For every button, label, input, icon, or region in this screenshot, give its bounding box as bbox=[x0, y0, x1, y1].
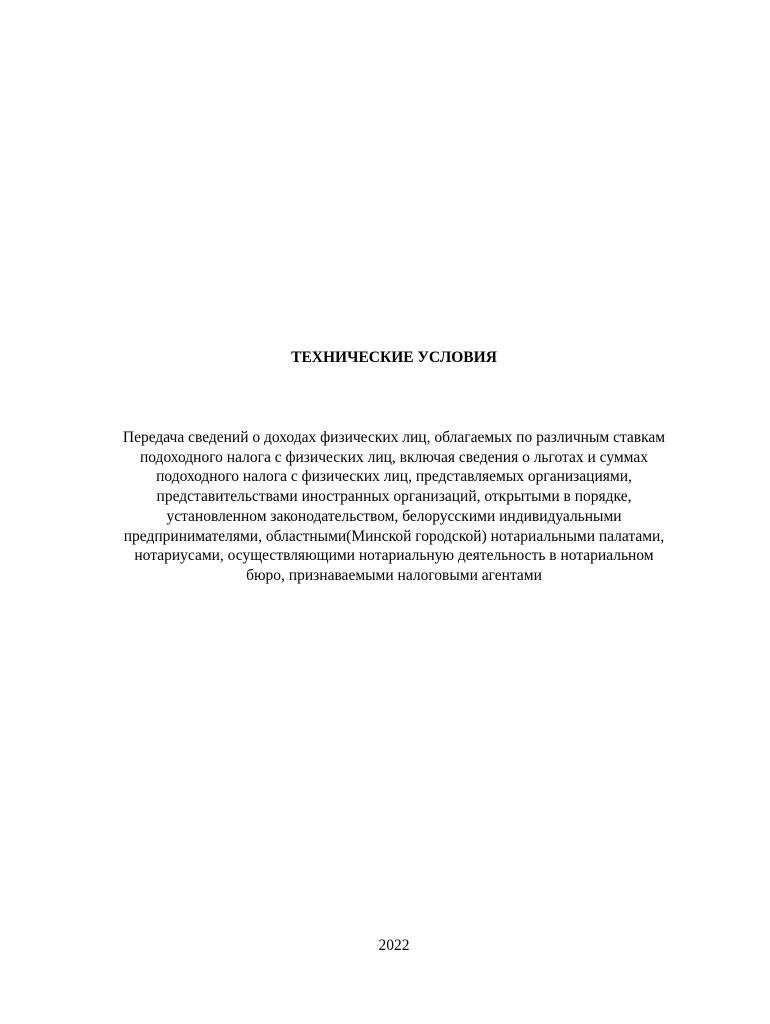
description-line: Передача сведений о доходах физических лиц, облагаемых по различным ставкам bbox=[122, 429, 666, 446]
description-line: нотариусами, осуществляющими нотариальную деятельность в нотариальном bbox=[134, 547, 654, 565]
document-description bbox=[60, 428, 728, 586]
description-line: предпринимателями, областными(Минской городской) нотариальными палатами, bbox=[123, 527, 665, 545]
page-title: ТЕХНИЧЕСКИЕ УСЛОВИЯ bbox=[291, 349, 497, 366]
description-line: установленном законодательством, белорусскими индивидуальными bbox=[166, 507, 622, 525]
description-line: подоходного налога с физических лиц, представляемых организациями, bbox=[156, 468, 632, 486]
document-year: 2022 bbox=[378, 937, 410, 954]
description-line: подоходного налога с физических лиц, включая сведения о льготах и суммах bbox=[139, 448, 649, 466]
description-line: представительствами иностранных организаций, открытыми в порядке, bbox=[156, 488, 632, 506]
description-line: бюро, признаваемыми налоговыми агентами bbox=[246, 566, 542, 584]
